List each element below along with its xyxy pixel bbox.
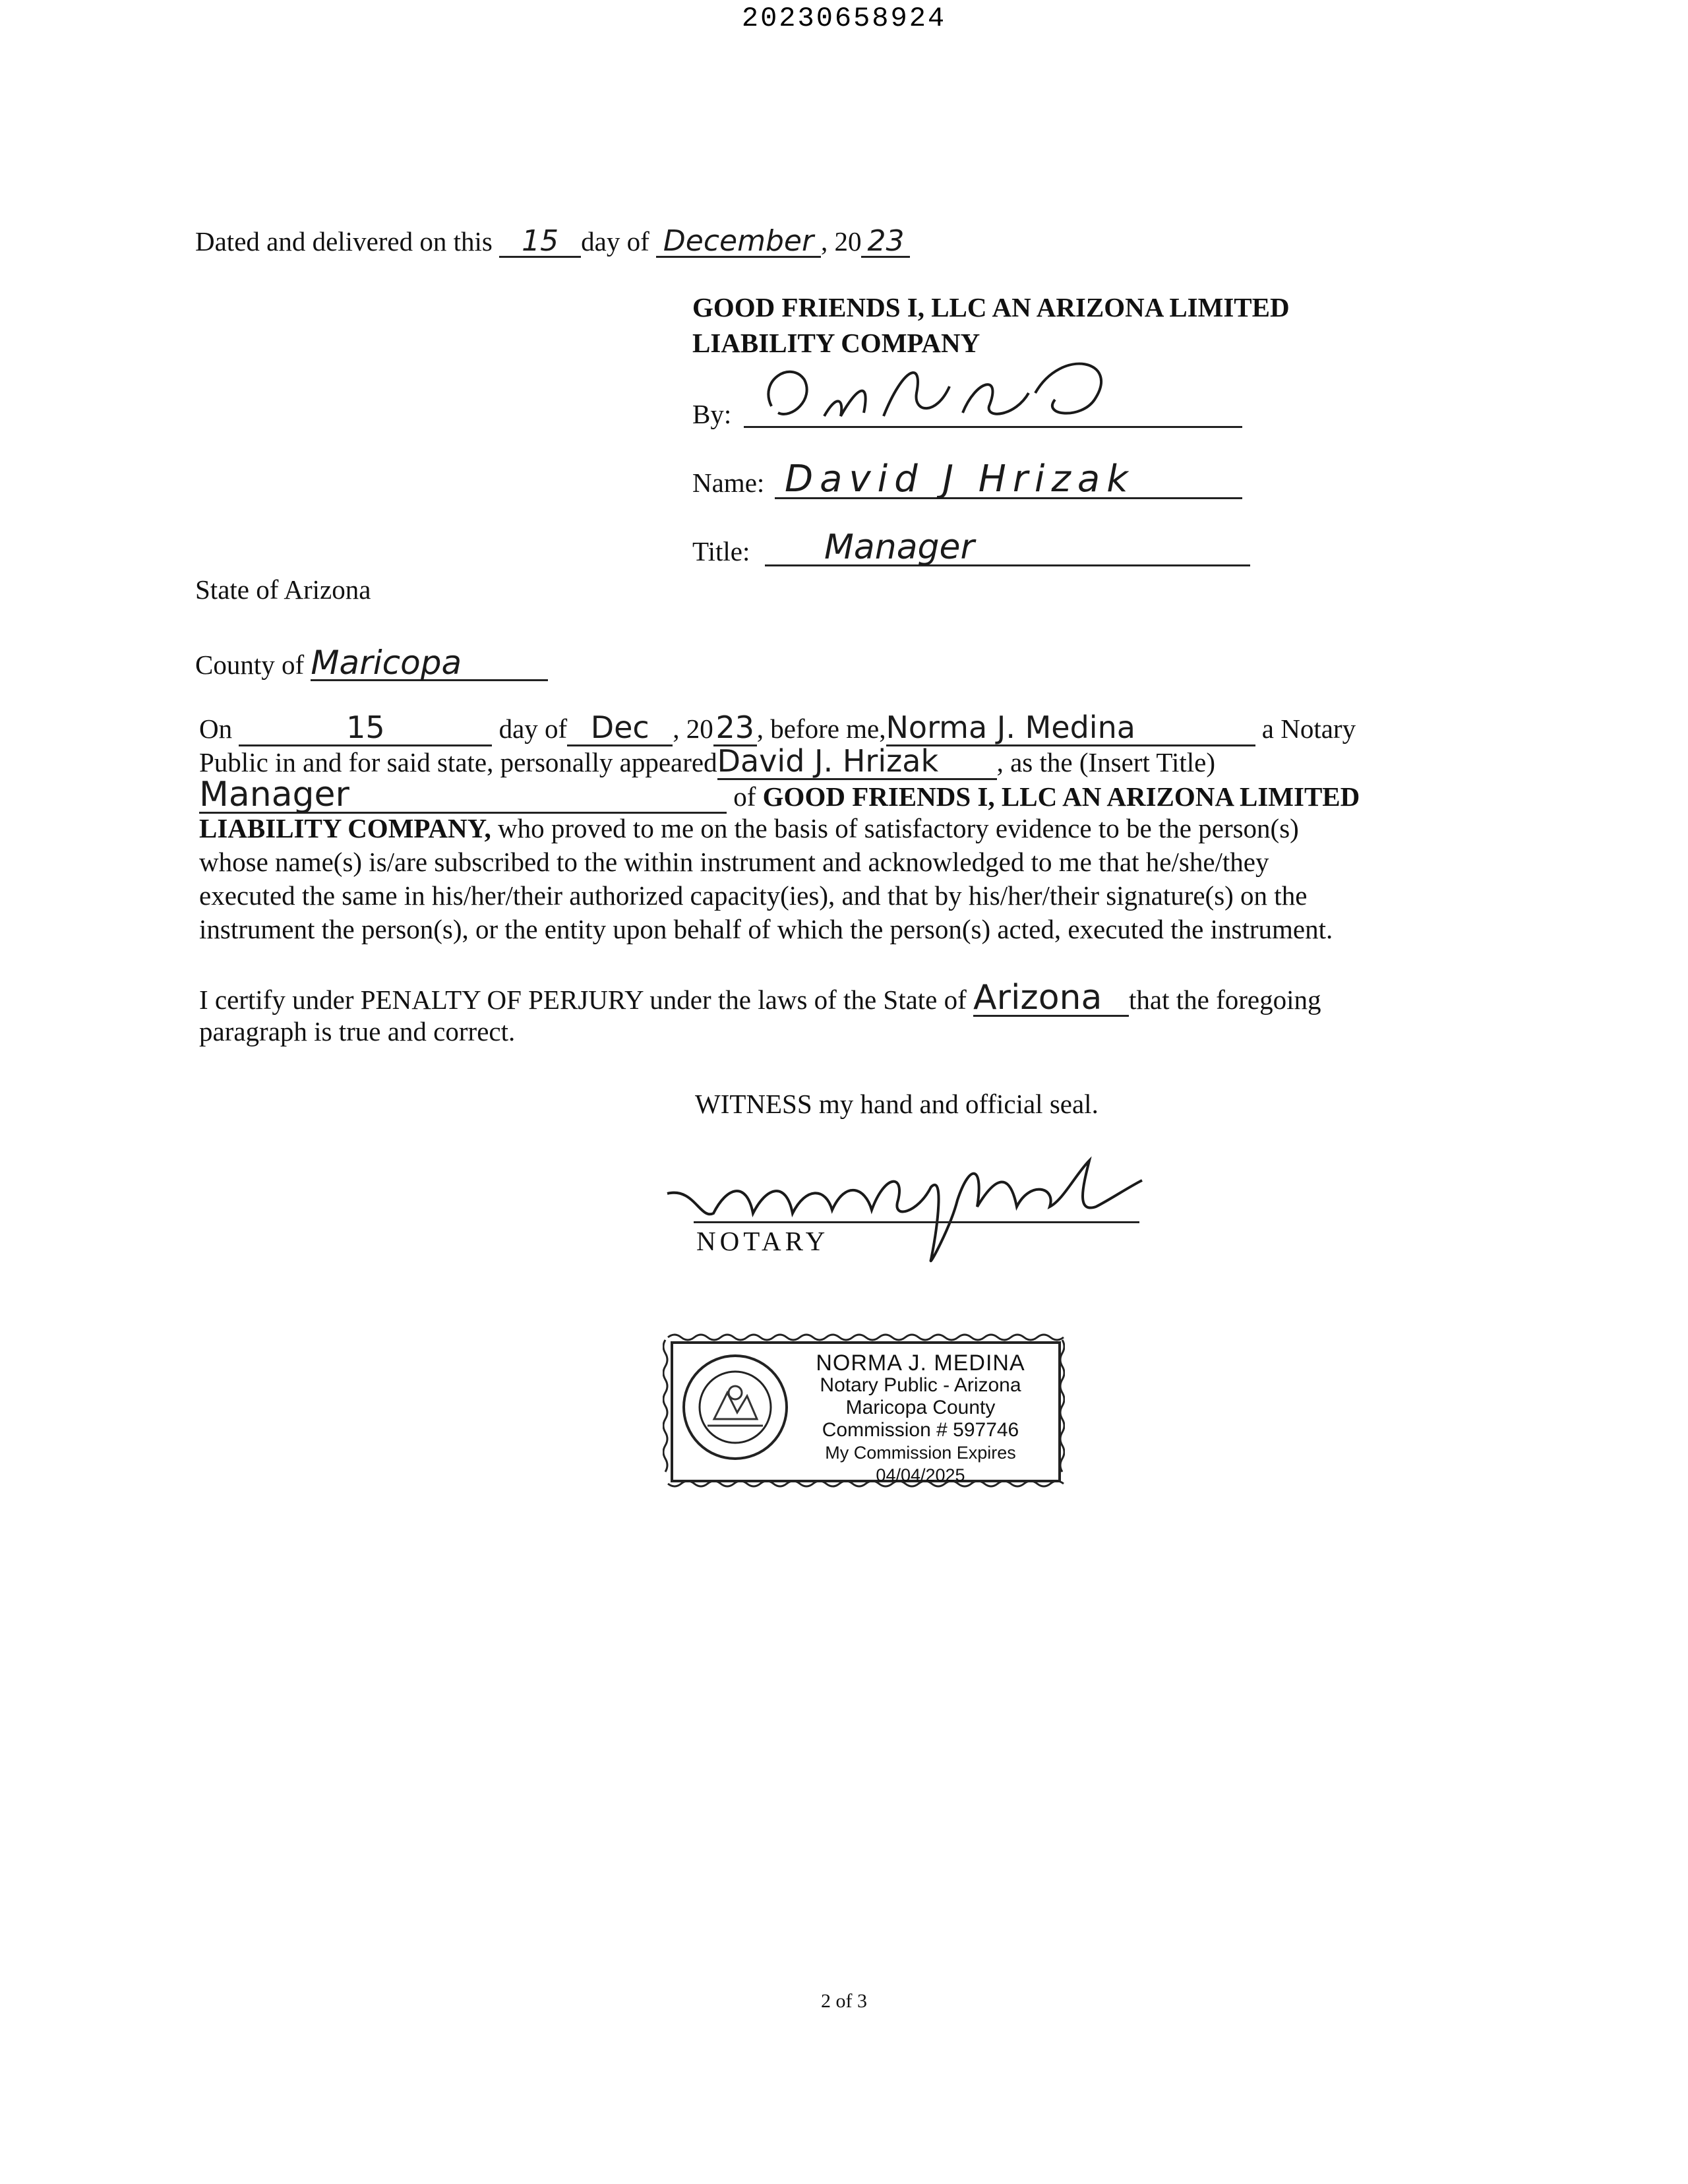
seal-line5: My Commission Expires 04/04/2025	[825, 1443, 1016, 1485]
line2-suffix: , as the (Insert Title)	[996, 747, 1215, 777]
certify-state-value: Arizona	[973, 981, 1129, 1017]
county-line	[195, 646, 548, 681]
ack-company-line2: LIABILITY COMPANY,	[199, 813, 491, 843]
county-value: Maricopa	[311, 646, 548, 681]
ack-month-value: Dec	[567, 711, 673, 746]
ack-title-value: Manager	[199, 778, 727, 814]
seal-line3: Maricopa County	[845, 1397, 996, 1418]
seal-line2: Notary Public - Arizona	[820, 1374, 1021, 1396]
line2-prefix: Public in and for said state, personally appeared	[199, 747, 717, 777]
company-name-line1: GOOD FRIENDS I, LLC AN ARIZONA LIMITED	[692, 292, 1290, 322]
title-value: Manager	[824, 528, 975, 567]
seal-text	[792, 1352, 1049, 1486]
state-seal-emblem	[681, 1353, 789, 1461]
witness-text: WITNESS my hand and official seal.	[695, 1089, 1099, 1119]
state-line: State of Arizona	[195, 574, 371, 605]
notary-label: NOTARY	[696, 1226, 829, 1256]
name-label: Name:	[692, 468, 765, 498]
notary-signature-line	[694, 1221, 1139, 1223]
appeared-value: David J. Hrizak	[717, 744, 997, 780]
dated-year-value: 23	[861, 227, 910, 258]
certify-line2: paragraph is true and correct.	[199, 1016, 516, 1046]
page-number: 2 of 3	[821, 1990, 867, 2012]
by-signature	[752, 353, 1160, 433]
line4-rest: who proved to me on the basis of satisfactory evidence to be the person(s)	[497, 813, 1299, 843]
acknowledgment-line1	[199, 711, 1505, 746]
title-label: Title:	[692, 536, 750, 566]
dated-day-of-label: day of	[581, 226, 649, 257]
dated-prefix: Dated and delivered on this	[195, 226, 493, 257]
notary-name-value: Norma J. Medina	[886, 711, 1255, 746]
document-number: 20230658924	[741, 3, 947, 34]
on-label: On	[199, 713, 233, 744]
certify-suffix: that the foregoing	[1129, 985, 1321, 1015]
ack-day-of-label: day of	[498, 713, 568, 744]
acknowledgment-line4	[199, 812, 1299, 845]
by-label: By:	[692, 399, 732, 429]
ack-year-prefix: , 20	[673, 713, 713, 744]
seal-line4: Commission # 597746	[822, 1419, 1019, 1441]
certify-prefix: I certify under PENALTY OF PERJURY under the laws of the State of	[199, 985, 967, 1015]
ack-company-line1: GOOD FRIENDS I, LLC AN ARIZONA LIMITED	[762, 781, 1360, 812]
seal-name: NORMA J. MEDINA	[816, 1350, 1025, 1376]
company-name-line2: LIABILITY COMPANY	[692, 328, 980, 358]
dated-line	[195, 224, 910, 258]
acknowledgment-line5: whose name(s) is/are subscribed to the within instrument and acknowledged to me that he/she/they	[199, 847, 1269, 877]
notary-suffix: a Notary	[1261, 713, 1356, 744]
acknowledgment-line7: instrument the person(s), or the entity upon behalf of which the person(s) acted, executed the instrument.	[199, 914, 1333, 944]
ack-day-value: 15	[239, 711, 492, 746]
county-label: County of	[195, 650, 305, 680]
acknowledgment-line3	[199, 775, 1360, 814]
before-me: , before me,	[756, 713, 886, 744]
dated-month-value: December	[656, 227, 821, 258]
name-value: David J Hrizak	[785, 458, 1135, 501]
notary-seal-stamp	[663, 1331, 1065, 1492]
ack-year-value: 23	[713, 711, 757, 746]
acknowledgment-line2	[199, 744, 1215, 780]
dated-day-value: 15	[499, 227, 581, 258]
dated-year-prefix: , 20	[820, 226, 862, 257]
acknowledgment-line6: executed the same in his/her/their authorized capacity(ies), and that by his/her/their signature(s) on the	[199, 880, 1308, 911]
of-label: of	[733, 781, 756, 812]
certify-line1	[199, 978, 1321, 1017]
